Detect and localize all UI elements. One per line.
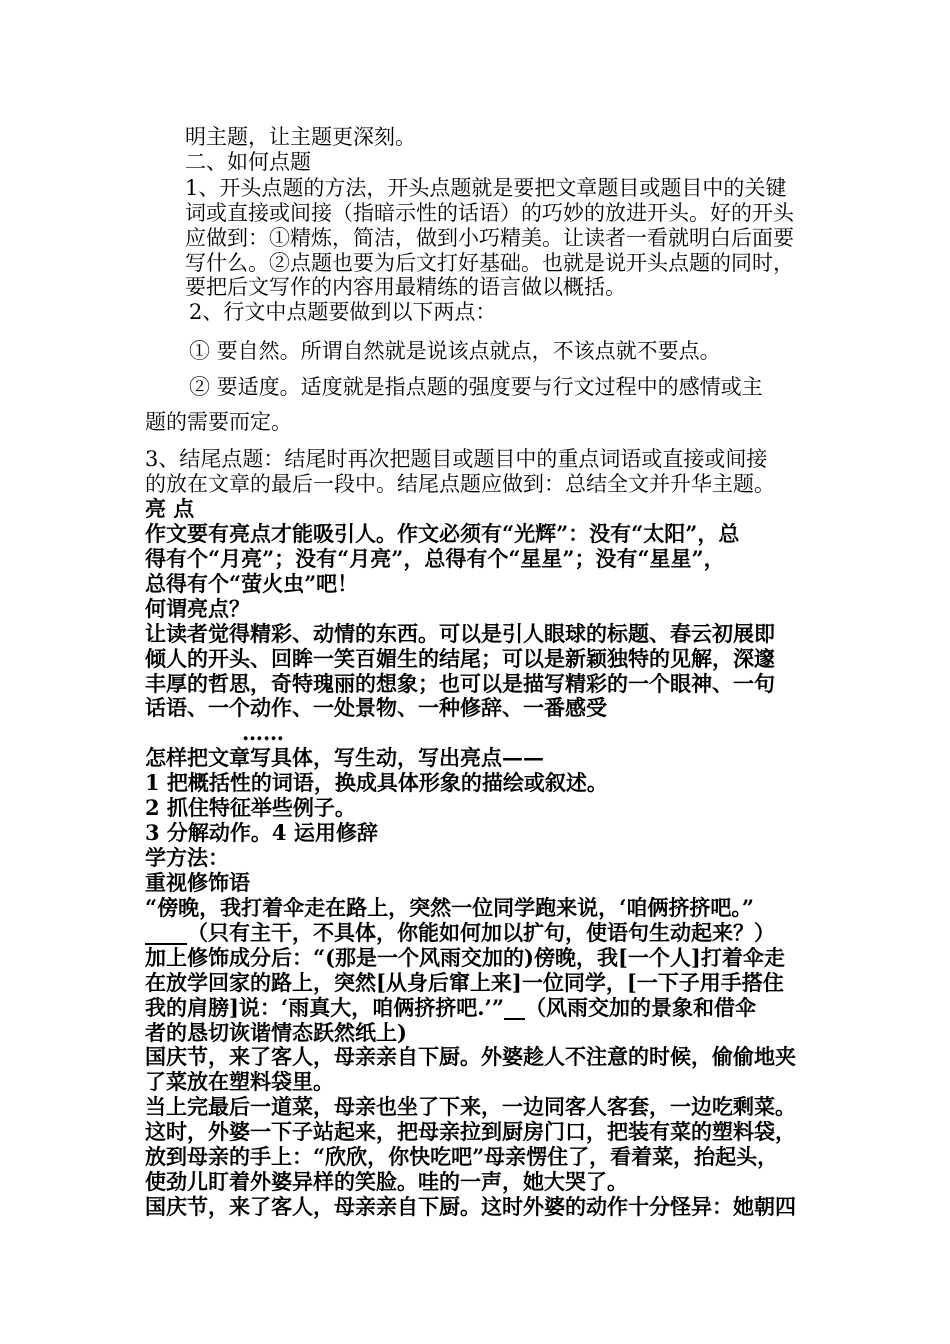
paragraph-line: 放到母亲的手上：“欣欣，你快吃吧”母亲愣住了，看着菜，抬起头，	[145, 1144, 779, 1169]
paragraph-line: 重视修饰语	[145, 870, 250, 895]
list-item: 1 把概括性的词语，换成具体形象的描绘或叙述。	[145, 770, 608, 795]
paragraph-line: 让读者觉得精彩、动情的东西。可以是引人眼球的标题、春云初展即	[145, 621, 775, 646]
paragraph-line: 1、开头点题的方法，开头点题就是要把文章题目或题目中的关键	[185, 176, 787, 200]
paragraph-line: 我的肩膀]说：‘雨真大，咱俩挤挤吧.’”__（风雨交加的景象和借伞	[145, 995, 756, 1020]
paragraph-line: 国庆节，来了客人，母亲亲自下厨。外婆趁人不注意的时候，偷偷地夹	[145, 1044, 796, 1069]
paragraph-line: 丰厚的哲思，奇特瑰丽的想象；也可以是描写精彩的一个眼神、一句	[145, 671, 775, 696]
section-heading-highlight: 亮 点	[145, 496, 195, 521]
section-heading-how-to: 二、如何点题	[185, 150, 311, 174]
paragraph-line: 话语、一个动作、一处景物、一种修辞、一番感受	[145, 695, 607, 720]
paragraph-line: ____（只有主干，不具体，你能如何加以扩句，使语句生动起来？）	[145, 920, 775, 945]
paragraph-line: 应做到：①精炼，简洁，做到小巧精美。让读者一看就明白后面要	[185, 226, 794, 250]
paragraph-line: 词或直接或间接（指暗示性的话语）的巧妙的放进开头。好的开头	[185, 201, 794, 225]
paragraph-line: 总得有个“萤火虫”吧！	[145, 571, 359, 596]
paragraph-line: 使劲儿盯着外婆异样的笑脸。哇的一声，她大哭了。	[145, 1169, 628, 1194]
ellipsis: ……	[242, 720, 284, 745]
paragraph-line: 何谓亮点？	[145, 596, 250, 621]
paragraph-line: 写什么。②点题也要为后文打好基础。也就是说开头点题的同时，	[185, 251, 794, 275]
list-item: 2 抓住特征举些例子。	[145, 795, 356, 820]
paragraph-line: 者的恳切诙谐情态跃然纸上)	[145, 1020, 407, 1045]
paragraph-line: 3、结尾点题：结尾时再次把题目或题目中的重点词语或直接或间接	[145, 447, 768, 471]
paragraph-line: 这时，外婆一下子站起来，把母亲拉到厨房门口，把装有菜的塑料袋，	[145, 1119, 796, 1144]
paragraph-line: 在放学回家的路上，突然[从身后窜上来]一位同学，[一下子用手搭住	[145, 970, 784, 995]
paragraph-line: 学方法：	[145, 845, 229, 870]
paragraph-line: “傍晚，我打着伞走在路上，突然一位同学跑来说，‘咱俩挤挤吧。”	[145, 895, 754, 920]
paragraph-line: ① 要自然。所谓自然就是说该点就点，不该点就不要点。	[189, 339, 721, 363]
paragraph-line: 要把后文写作的内容用最精练的语言做以概括。	[185, 275, 626, 299]
paragraph-line: 倾人的开头、回眸一笑百媚生的结尾；可以是新颖独特的见解，深邃	[145, 646, 775, 671]
paragraph-line: 作文要有亮点才能吸引人。作文必须有“光辉”：没有“太阳”，总	[145, 521, 740, 546]
paragraph-line: 国庆节，来了客人，母亲亲自下厨。这时外婆的动作十分怪异：她朝四	[145, 1194, 796, 1219]
paragraph-line: 得有个“月亮”；没有“月亮”，总得有个“星星”；没有“星星”，	[145, 546, 725, 571]
paragraph-line: 当上完最后一道菜，母亲也坐了下来，一边同客人客套，一边吃剩菜。	[145, 1094, 796, 1119]
paragraph-line: 的放在文章的最后一段中。结尾点题应做到：总结全文并升华主题。	[145, 472, 775, 496]
paragraph-line: ② 要适度。适度就是指点题的强度要与行文过程中的感情或主	[189, 375, 763, 399]
paragraph-line: 怎样把文章写具体，写生动，写出亮点——	[145, 745, 544, 770]
paragraph-line: 题的需要而定。	[145, 410, 292, 434]
list-item: 3 分解动作。4 运用修辞	[145, 820, 378, 845]
paragraph-line: 了菜放在塑料袋里。	[145, 1069, 334, 1094]
paragraph-line: 2、行文中点题要做到以下两点：	[189, 300, 497, 324]
text-line: 明主题，让主题更深刻。	[185, 125, 416, 149]
paragraph-line: 加上修饰成分后：“(那是一个风雨交加的)傍晚，我[一个人]打着伞走	[145, 945, 785, 970]
